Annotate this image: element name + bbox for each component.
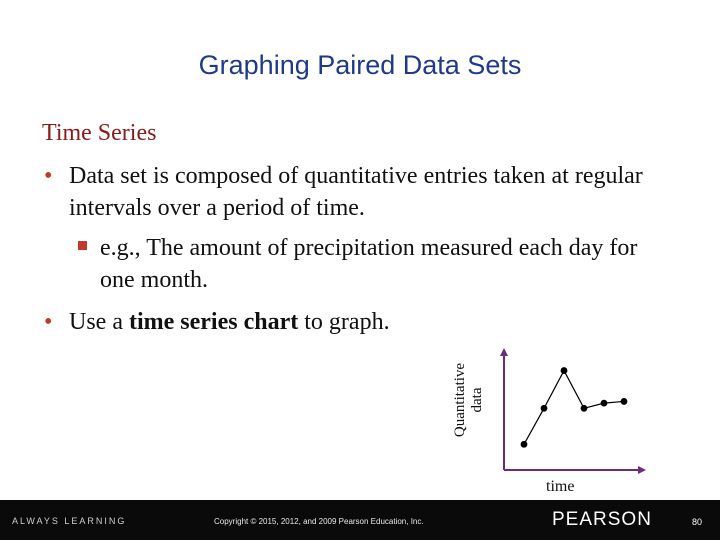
series-line <box>524 371 624 445</box>
square-bullet-icon <box>78 241 87 250</box>
y-axis-label <box>452 345 486 455</box>
bullet-text: Use a time series chart to graph. <box>69 309 390 335</box>
data-point-6 <box>621 398 628 405</box>
copyright-text: Copyright © 2015, 2012, and 2009 Pearson Education, Inc. <box>214 517 424 526</box>
y-axis-label-line1: Quantitative <box>452 362 468 438</box>
page-number: 80 <box>692 517 703 527</box>
x-axis-label: time <box>546 478 575 495</box>
bullet-text: Data set is composed of quantitative entries taken at regular intervals over a period of time. <box>69 163 643 221</box>
x-axis-arrow-icon <box>638 466 646 474</box>
sub-bullet-text: e.g., The amount of precipitation measured each day for one month. <box>100 235 638 293</box>
chart-marks <box>521 367 628 448</box>
footer-bar <box>0 500 720 540</box>
time-series-chart <box>490 345 650 475</box>
section-heading: Time Series <box>42 120 157 146</box>
data-point-1 <box>521 441 528 448</box>
bullet-dot-icon: • <box>44 163 53 189</box>
bullet-dot-icon: • <box>44 309 53 335</box>
footer-tagline: ALWAYS LEARNING <box>12 516 127 526</box>
data-point-5 <box>601 400 608 407</box>
y-axis-arrow-icon <box>500 348 508 356</box>
slide-title: Graphing Paired Data Sets <box>198 50 522 80</box>
bold-term: time series chart <box>128 309 299 335</box>
data-point-3 <box>561 367 568 374</box>
data-point-4 <box>581 405 588 412</box>
publisher-logo: PEARSON <box>552 509 652 530</box>
data-point-2 <box>541 405 548 412</box>
y-axis-label-line2: data <box>469 387 485 413</box>
